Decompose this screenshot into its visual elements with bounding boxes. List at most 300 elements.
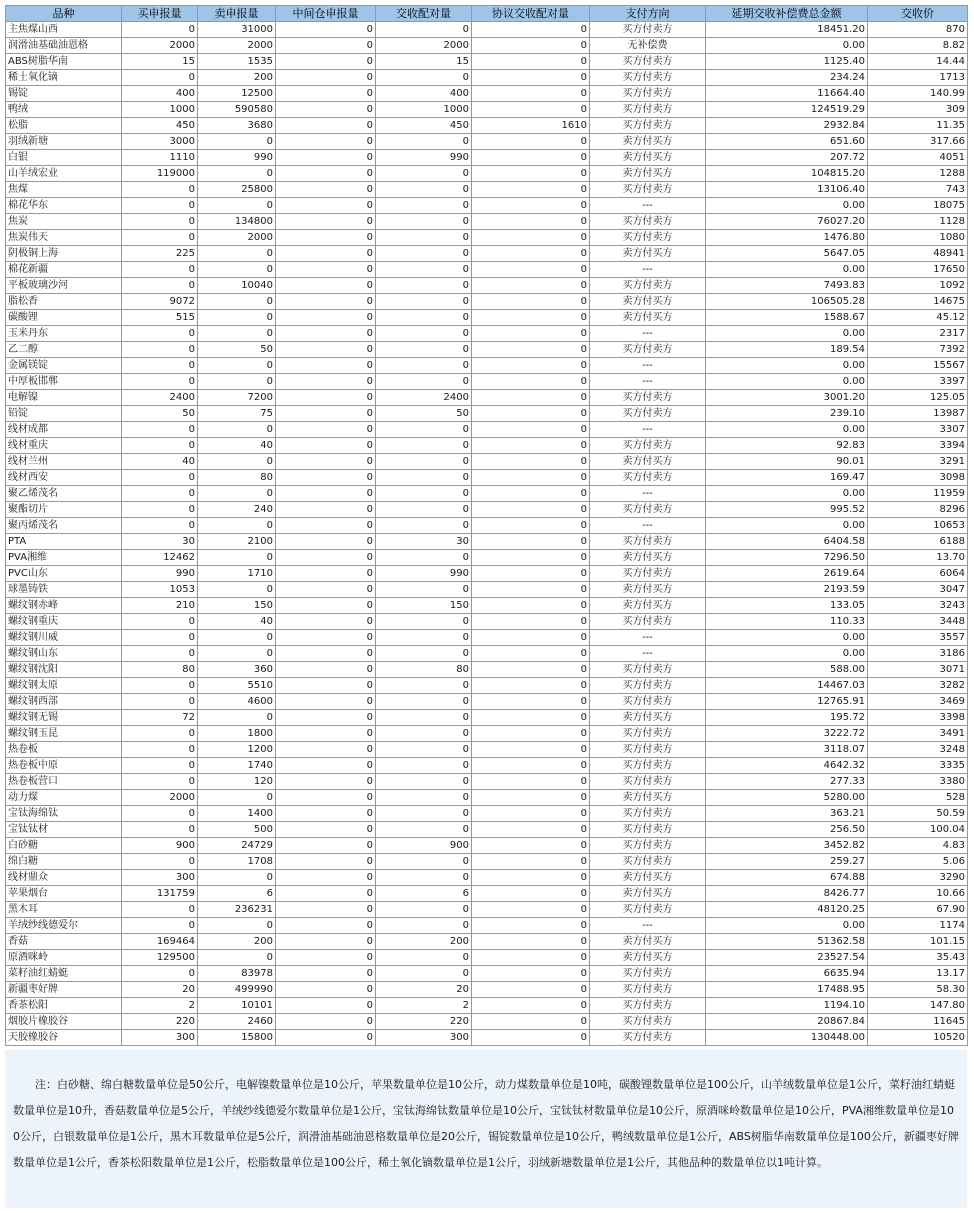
payment-direction-cell: 买方付卖方: [590, 102, 706, 118]
delivery-price-cell: 3307: [868, 422, 968, 438]
compensation-cell: 124519.29: [706, 102, 868, 118]
delivery-price-cell: 11.35: [868, 118, 968, 134]
payment-direction-cell: ---: [590, 646, 706, 662]
middle-qty-cell: 0: [276, 102, 376, 118]
table-row: [6, 54, 968, 70]
agreement-qty-cell: 0: [472, 310, 590, 326]
middle-qty-cell: 0: [276, 246, 376, 262]
payment-direction-cell: 卖方付买方: [590, 886, 706, 902]
product-cell: 铅锭: [6, 406, 122, 422]
payment-direction-cell: 买方付卖方: [590, 342, 706, 358]
product-cell: 宝钛钛材: [6, 822, 122, 838]
delivery-price-cell: 147.80: [868, 998, 968, 1014]
product-cell: PVA湘维: [6, 550, 122, 566]
table-row: [6, 934, 968, 950]
middle-qty-cell: 0: [276, 438, 376, 454]
agreement-qty-cell: 0: [472, 70, 590, 86]
agreement-qty-cell: 0: [472, 22, 590, 38]
middle-qty-cell: 0: [276, 86, 376, 102]
middle-qty-cell: 0: [276, 646, 376, 662]
compensation-cell: 17488.95: [706, 982, 868, 998]
matched-qty-cell: 0: [376, 902, 472, 918]
product-cell: 聚酯切片: [6, 502, 122, 518]
middle-qty-cell: 0: [276, 198, 376, 214]
buy-qty-cell: 129500: [122, 950, 198, 966]
delivery-price-cell: 1174: [868, 918, 968, 934]
matched-qty-cell: 15: [376, 54, 472, 70]
col-header-sell-qty: 卖申报量: [198, 6, 276, 22]
matched-qty-cell: 30: [376, 534, 472, 550]
payment-direction-cell: 卖方付买方: [590, 150, 706, 166]
sell-qty-cell: 2000: [198, 230, 276, 246]
table-row: [6, 902, 968, 918]
compensation-cell: 256.50: [706, 822, 868, 838]
agreement-qty-cell: 0: [472, 166, 590, 182]
middle-qty-cell: 0: [276, 262, 376, 278]
payment-direction-cell: 买方付卖方: [590, 182, 706, 198]
agreement-qty-cell: 0: [472, 182, 590, 198]
buy-qty-cell: 0: [122, 214, 198, 230]
delivery-price-cell: 15567: [868, 358, 968, 374]
table-row: [6, 358, 968, 374]
sell-qty-cell: 15800: [198, 1030, 276, 1046]
delivery-price-cell: 14675: [868, 294, 968, 310]
matched-qty-cell: 0: [376, 182, 472, 198]
agreement-qty-cell: 0: [472, 502, 590, 518]
table-row: [6, 966, 968, 982]
payment-direction-cell: 卖方付买方: [590, 870, 706, 886]
sell-qty-cell: 5510: [198, 678, 276, 694]
compensation-cell: 588.00: [706, 662, 868, 678]
table-row: [6, 374, 968, 390]
buy-qty-cell: 0: [122, 742, 198, 758]
payment-direction-cell: 买方付卖方: [590, 902, 706, 918]
compensation-cell: 104815.20: [706, 166, 868, 182]
sell-qty-cell: 4600: [198, 694, 276, 710]
matched-qty-cell: 0: [376, 854, 472, 870]
compensation-cell: 106505.28: [706, 294, 868, 310]
buy-qty-cell: 0: [122, 646, 198, 662]
matched-qty-cell: 0: [376, 758, 472, 774]
middle-qty-cell: 0: [276, 54, 376, 70]
buy-qty-cell: 900: [122, 838, 198, 854]
matched-qty-cell: 0: [376, 374, 472, 390]
payment-direction-cell: 无补偿费: [590, 38, 706, 54]
sell-qty-cell: 7200: [198, 390, 276, 406]
product-cell: 球墨铸铁: [6, 582, 122, 598]
compensation-cell: 0.00: [706, 262, 868, 278]
agreement-qty-cell: 0: [472, 566, 590, 582]
matched-qty-cell: 0: [376, 230, 472, 246]
buy-qty-cell: 2000: [122, 790, 198, 806]
product-cell: 线材重庆: [6, 438, 122, 454]
product-cell: 线材西安: [6, 470, 122, 486]
buy-qty-cell: 0: [122, 278, 198, 294]
middle-qty-cell: 0: [276, 998, 376, 1014]
middle-qty-cell: 0: [276, 742, 376, 758]
matched-qty-cell: 300: [376, 1030, 472, 1046]
matched-qty-cell: 450: [376, 118, 472, 134]
middle-qty-cell: 0: [276, 902, 376, 918]
compensation-cell: 0.00: [706, 374, 868, 390]
delivery-price-cell: 3071: [868, 662, 968, 678]
middle-qty-cell: 0: [276, 214, 376, 230]
payment-direction-cell: ---: [590, 262, 706, 278]
table-row: [6, 870, 968, 886]
delivery-price-cell: 11645: [868, 1014, 968, 1030]
sell-qty-cell: 0: [198, 630, 276, 646]
payment-direction-cell: 买方付卖方: [590, 614, 706, 630]
compensation-cell: 76027.20: [706, 214, 868, 230]
product-cell: 稀土氧化镝: [6, 70, 122, 86]
sell-qty-cell: 1200: [198, 742, 276, 758]
delivery-price-cell: 13.70: [868, 550, 968, 566]
table-row: [6, 598, 968, 614]
product-cell: 白银: [6, 150, 122, 166]
product-cell: 线材兰州: [6, 454, 122, 470]
agreement-qty-cell: 0: [472, 630, 590, 646]
table-row: [6, 918, 968, 934]
middle-qty-cell: 0: [276, 806, 376, 822]
sell-qty-cell: 40: [198, 614, 276, 630]
product-cell: PVC山东: [6, 566, 122, 582]
col-header-delivery-price: 交收价: [868, 6, 968, 22]
matched-qty-cell: 0: [376, 438, 472, 454]
agreement-qty-cell: 0: [472, 54, 590, 70]
delivery-price-cell: 17650: [868, 262, 968, 278]
table-row: [6, 1014, 968, 1030]
agreement-qty-cell: 0: [472, 982, 590, 998]
delivery-price-cell: 317.66: [868, 134, 968, 150]
delivery-price-cell: 14.44: [868, 54, 968, 70]
table-row: [6, 1030, 968, 1046]
sell-qty-cell: 10040: [198, 278, 276, 294]
delivery-price-cell: 870: [868, 22, 968, 38]
payment-direction-cell: 卖方付买方: [590, 790, 706, 806]
table-row: [6, 134, 968, 150]
buy-qty-cell: 0: [122, 726, 198, 742]
table-row: [6, 70, 968, 86]
product-cell: 乙二醇: [6, 342, 122, 358]
delivery-price-cell: 140.99: [868, 86, 968, 102]
middle-qty-cell: 0: [276, 182, 376, 198]
agreement-qty-cell: 0: [472, 438, 590, 454]
buy-qty-cell: 0: [122, 694, 198, 710]
payment-direction-cell: ---: [590, 518, 706, 534]
table-row: [6, 838, 968, 854]
sell-qty-cell: 150: [198, 598, 276, 614]
sell-qty-cell: 83978: [198, 966, 276, 982]
matched-qty-cell: 0: [376, 694, 472, 710]
matched-qty-cell: 0: [376, 790, 472, 806]
table-row: [6, 566, 968, 582]
agreement-qty-cell: 0: [472, 726, 590, 742]
product-cell: 热卷板中原: [6, 758, 122, 774]
table-row: [6, 886, 968, 902]
product-cell: 螺纹钢川威: [6, 630, 122, 646]
agreement-qty-cell: 0: [472, 742, 590, 758]
table-row: [6, 486, 968, 502]
compensation-cell: 0.00: [706, 630, 868, 646]
sell-qty-cell: 0: [198, 134, 276, 150]
payment-direction-cell: 买方付卖方: [590, 502, 706, 518]
middle-qty-cell: 0: [276, 678, 376, 694]
table-row: [6, 262, 968, 278]
delivery-price-cell: 1128: [868, 214, 968, 230]
agreement-qty-cell: 0: [472, 838, 590, 854]
compensation-cell: 0.00: [706, 646, 868, 662]
agreement-qty-cell: 0: [472, 966, 590, 982]
payment-direction-cell: 买方付卖方: [590, 214, 706, 230]
agreement-qty-cell: 0: [472, 694, 590, 710]
product-cell: 中厚板邯郸: [6, 374, 122, 390]
buy-qty-cell: 0: [122, 678, 198, 694]
middle-qty-cell: 0: [276, 358, 376, 374]
product-cell: 主焦煤山西: [6, 22, 122, 38]
table-header-row: [6, 6, 968, 22]
payment-direction-cell: 买方付卖方: [590, 566, 706, 582]
delivery-price-cell: 13987: [868, 406, 968, 422]
sell-qty-cell: 0: [198, 246, 276, 262]
sell-qty-cell: 0: [198, 486, 276, 502]
product-cell: 松脂: [6, 118, 122, 134]
agreement-qty-cell: 0: [472, 102, 590, 118]
agreement-qty-cell: 0: [472, 454, 590, 470]
middle-qty-cell: 0: [276, 502, 376, 518]
payment-direction-cell: 买方付卖方: [590, 1014, 706, 1030]
buy-qty-cell: 0: [122, 758, 198, 774]
compensation-cell: 4642.32: [706, 758, 868, 774]
buy-qty-cell: 169464: [122, 934, 198, 950]
buy-qty-cell: 0: [122, 918, 198, 934]
buy-qty-cell: 1000: [122, 102, 198, 118]
delivery-price-cell: 3098: [868, 470, 968, 486]
table-row: [6, 678, 968, 694]
table-row: [6, 150, 968, 166]
delivery-price-cell: 35.43: [868, 950, 968, 966]
delivery-price-cell: 1713: [868, 70, 968, 86]
agreement-qty-cell: 0: [472, 662, 590, 678]
matched-qty-cell: 0: [376, 710, 472, 726]
buy-qty-cell: 0: [122, 326, 198, 342]
middle-qty-cell: 0: [276, 374, 376, 390]
product-cell: 聚乙烯茂名: [6, 486, 122, 502]
table-row: [6, 198, 968, 214]
middle-qty-cell: 0: [276, 950, 376, 966]
buy-qty-cell: 0: [122, 822, 198, 838]
product-cell: 宝钛海绵钛: [6, 806, 122, 822]
compensation-cell: 1194.10: [706, 998, 868, 1014]
payment-direction-cell: 买方付卖方: [590, 1030, 706, 1046]
payment-direction-cell: 买方付卖方: [590, 470, 706, 486]
sell-qty-cell: 1400: [198, 806, 276, 822]
buy-qty-cell: 220: [122, 1014, 198, 1030]
product-cell: 螺纹钢西部: [6, 694, 122, 710]
table-row: [6, 310, 968, 326]
sell-qty-cell: 50: [198, 342, 276, 358]
payment-direction-cell: 买方付卖方: [590, 838, 706, 854]
buy-qty-cell: 15: [122, 54, 198, 70]
buy-qty-cell: 30: [122, 534, 198, 550]
compensation-cell: 13106.40: [706, 182, 868, 198]
table-row: [6, 86, 968, 102]
matched-qty-cell: 1000: [376, 102, 472, 118]
payment-direction-cell: 买方付卖方: [590, 694, 706, 710]
delivery-price-cell: 101.15: [868, 934, 968, 950]
compensation-cell: 0.00: [706, 422, 868, 438]
compensation-cell: 11664.40: [706, 86, 868, 102]
col-header-agreement-qty: 协议交收配对量: [472, 6, 590, 22]
compensation-cell: 92.83: [706, 438, 868, 454]
sell-qty-cell: 0: [198, 374, 276, 390]
compensation-cell: 995.52: [706, 502, 868, 518]
table-row: [6, 582, 968, 598]
matched-qty-cell: 6: [376, 886, 472, 902]
buy-qty-cell: 0: [122, 806, 198, 822]
agreement-qty-cell: 0: [472, 214, 590, 230]
matched-qty-cell: 0: [376, 310, 472, 326]
agreement-qty-cell: 0: [472, 1030, 590, 1046]
agreement-qty-cell: 0: [472, 198, 590, 214]
delivery-price-cell: 58.30: [868, 982, 968, 998]
sell-qty-cell: 1800: [198, 726, 276, 742]
middle-qty-cell: 0: [276, 454, 376, 470]
product-cell: 动力煤: [6, 790, 122, 806]
buy-qty-cell: 0: [122, 854, 198, 870]
delivery-price-cell: 3243: [868, 598, 968, 614]
table-row: [6, 230, 968, 246]
payment-direction-cell: 卖方付买方: [590, 166, 706, 182]
matched-qty-cell: 20: [376, 982, 472, 998]
payment-direction-cell: 买方付卖方: [590, 806, 706, 822]
product-cell: 热卷板营口: [6, 774, 122, 790]
delivery-price-cell: 3282: [868, 678, 968, 694]
middle-qty-cell: 0: [276, 486, 376, 502]
table-row: [6, 22, 968, 38]
middle-qty-cell: 0: [276, 422, 376, 438]
buy-qty-cell: 400: [122, 86, 198, 102]
compensation-cell: 7493.83: [706, 278, 868, 294]
compensation-cell: 130448.00: [706, 1030, 868, 1046]
payment-direction-cell: 买方付卖方: [590, 70, 706, 86]
product-cell: 香茶松阳: [6, 998, 122, 1014]
agreement-qty-cell: 0: [472, 470, 590, 486]
agreement-qty-cell: 0: [472, 358, 590, 374]
buy-qty-cell: 0: [122, 774, 198, 790]
payment-direction-cell: 买方付卖方: [590, 22, 706, 38]
buy-qty-cell: 40: [122, 454, 198, 470]
agreement-qty-cell: 0: [472, 710, 590, 726]
delivery-price-cell: 3557: [868, 630, 968, 646]
table-row: [6, 102, 968, 118]
compensation-cell: 0.00: [706, 326, 868, 342]
buy-qty-cell: 0: [122, 422, 198, 438]
middle-qty-cell: 0: [276, 854, 376, 870]
payment-direction-cell: 卖方付买方: [590, 598, 706, 614]
payment-direction-cell: 买方付卖方: [590, 678, 706, 694]
matched-qty-cell: 80: [376, 662, 472, 678]
table-row: [6, 422, 968, 438]
buy-qty-cell: 0: [122, 438, 198, 454]
payment-direction-cell: 买方付卖方: [590, 822, 706, 838]
payment-direction-cell: 卖方付买方: [590, 294, 706, 310]
col-header-payment-direction: 支付方向: [590, 6, 706, 22]
table-row: [6, 950, 968, 966]
compensation-cell: 674.88: [706, 870, 868, 886]
buy-qty-cell: 450: [122, 118, 198, 134]
sell-qty-cell: 0: [198, 518, 276, 534]
sell-qty-cell: 0: [198, 326, 276, 342]
sell-qty-cell: 2000: [198, 38, 276, 54]
matched-qty-cell: 0: [376, 326, 472, 342]
agreement-qty-cell: 0: [472, 342, 590, 358]
middle-qty-cell: 0: [276, 886, 376, 902]
product-cell: 白砂糖: [6, 838, 122, 854]
payment-direction-cell: ---: [590, 422, 706, 438]
matched-qty-cell: 0: [376, 646, 472, 662]
compensation-cell: 259.27: [706, 854, 868, 870]
delivery-price-cell: 3469: [868, 694, 968, 710]
delivery-price-cell: 45.12: [868, 310, 968, 326]
middle-qty-cell: 0: [276, 566, 376, 582]
matched-qty-cell: 200: [376, 934, 472, 950]
sell-qty-cell: 12500: [198, 86, 276, 102]
middle-qty-cell: 0: [276, 1030, 376, 1046]
compensation-cell: 189.54: [706, 342, 868, 358]
middle-qty-cell: 0: [276, 166, 376, 182]
payment-direction-cell: ---: [590, 198, 706, 214]
agreement-qty-cell: 0: [472, 806, 590, 822]
sell-qty-cell: 0: [198, 262, 276, 278]
agreement-qty-cell: 0: [472, 534, 590, 550]
compensation-cell: 2619.64: [706, 566, 868, 582]
agreement-qty-cell: 0: [472, 870, 590, 886]
delivery-price-cell: 3397: [868, 374, 968, 390]
matched-qty-cell: 0: [376, 246, 472, 262]
table-row: [6, 550, 968, 566]
agreement-qty-cell: 0: [472, 230, 590, 246]
buy-qty-cell: 0: [122, 262, 198, 278]
buy-qty-cell: 990: [122, 566, 198, 582]
sell-qty-cell: 499990: [198, 982, 276, 998]
sell-qty-cell: 240: [198, 502, 276, 518]
matched-qty-cell: 990: [376, 150, 472, 166]
agreement-qty-cell: 0: [472, 598, 590, 614]
product-cell: 羊绒纱线德爱尔: [6, 918, 122, 934]
compensation-cell: 0.00: [706, 486, 868, 502]
payment-direction-cell: 卖方付买方: [590, 246, 706, 262]
compensation-cell: 239.10: [706, 406, 868, 422]
buy-qty-cell: 0: [122, 614, 198, 630]
middle-qty-cell: 0: [276, 534, 376, 550]
matched-qty-cell: 0: [376, 630, 472, 646]
buy-qty-cell: 2000: [122, 38, 198, 54]
sell-qty-cell: 0: [198, 870, 276, 886]
matched-qty-cell: 0: [376, 870, 472, 886]
agreement-qty-cell: 0: [472, 886, 590, 902]
compensation-cell: 195.72: [706, 710, 868, 726]
product-cell: 线材鼎众: [6, 870, 122, 886]
agreement-qty-cell: 0: [472, 486, 590, 502]
matched-qty-cell: 2400: [376, 390, 472, 406]
product-cell: 电解镍: [6, 390, 122, 406]
compensation-cell: 277.33: [706, 774, 868, 790]
middle-qty-cell: 0: [276, 630, 376, 646]
table-row: [6, 454, 968, 470]
table-row: [6, 294, 968, 310]
payment-direction-cell: 买方付卖方: [590, 982, 706, 998]
buy-qty-cell: 80: [122, 662, 198, 678]
